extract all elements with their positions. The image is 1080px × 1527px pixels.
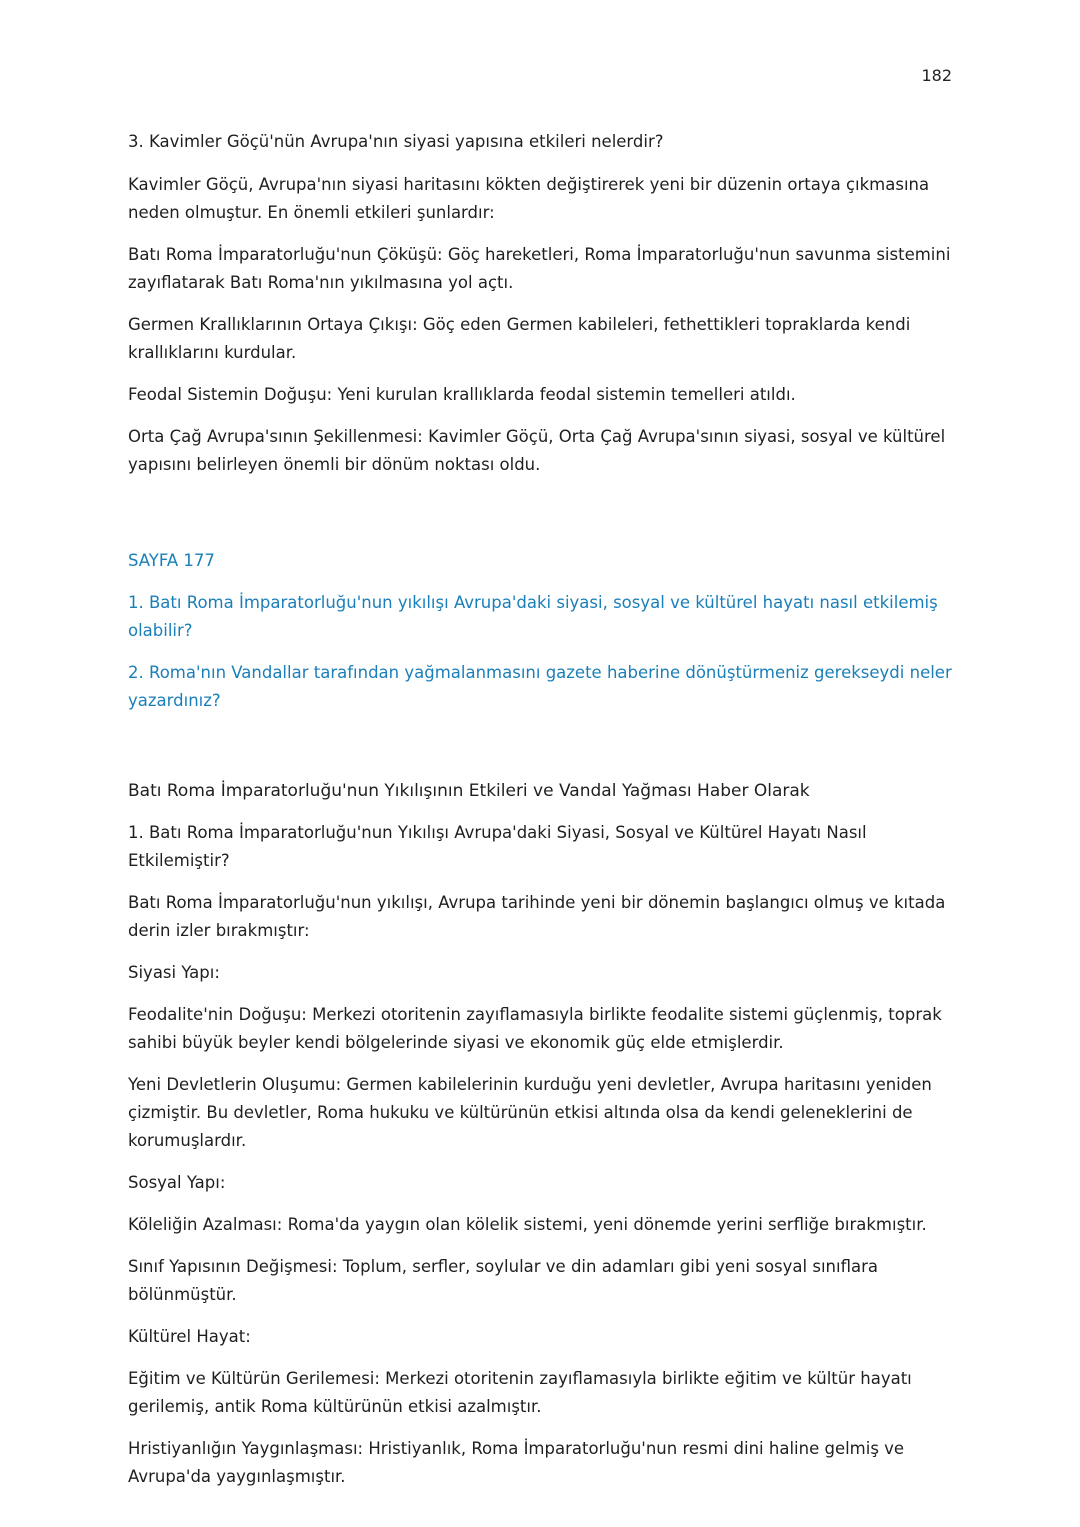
section-title: Batı Roma İmparatorluğu'nun Yıkılışının Etkileri ve Vandal Yağması Haber Olarak [128, 781, 810, 801]
social-item: Köleliğin Azalması: Roma'da yaygın olan kölelik sistemi, yeni dönemde yerini serfliğe bırakmıştır. [128, 1215, 927, 1234]
answer-item: Batı Roma İmparatorluğu'nun Çöküşü: Göç hareketleri, Roma İmparatorluğu'nun savunma sistemini zayıflatarak Batı Roma'nın yıkılmasına yol açtı. [128, 245, 951, 292]
answer-item: Feodal Sistemin Doğuşu: Yeni kurulan krallıklarda feodal sistemin temelleri atıldı. [128, 385, 796, 404]
answer-item: Germen Krallıklarının Ortaya Çıkışı: Göç eden Germen kabileleri, fethettikleri topraklarda kendi krallıklarını kurdular. [128, 315, 911, 362]
social-item: Sınıf Yapısının Değişmesi: Toplum, serfler, soylular ve din adamları gibi yeni sosyal sınıflara bölünmüştür. [128, 1257, 878, 1304]
page-reference: SAYFA 177 [128, 551, 215, 570]
page-number: 182 [921, 66, 952, 85]
answer-item: Orta Çağ Avrupa'sının Şekillenmesi: Kavimler Göçü, Orta Çağ Avrupa'sının siyasi, sosyal ve kültürel yapısını belirleyen önemli bir dönüm noktası oldu. [128, 427, 946, 474]
cultural-item: Hristiyanlığın Yaygınlaşması: Hristiyanlık, Roma İmparatorluğu'nun resmi dini haline gelmiş ve Avrupa'da yaygınlaşmıştır. [128, 1439, 905, 1486]
document-body [128, 128, 958, 1505]
cultural-heading: Kültürel Hayat: [128, 1327, 251, 1346]
answer-intro: Kavimler Göçü, Avrupa'nın siyasi haritasını kökten değiştirerek yeni bir düzenin ortaya çıkmasına neden olmuştur. En önemli etkileri şunlardır: [128, 175, 930, 222]
question-item: 2. Roma'nın Vandallar tarafından yağmalanmasını gazete haberine dönüştürmeniz gerekseydi neler yazardınız? [128, 663, 952, 710]
political-item: Yeni Devletlerin Oluşumu: Germen kabilelerinin kurduğu yeni devletler, Avrupa haritasını yeniden çizmiştir. Bu devletler, Roma hukuku ve kültürünün etkisi altında olsa da kendi geleneklerini de korumuşlardır. [128, 1075, 932, 1150]
political-heading: Siyasi Yapı: [128, 963, 220, 982]
section-intro: Batı Roma İmparatorluğu'nun yıkılışı, Avrupa tarihinde yeni bir dönemin başlangıcı olmuş ve kıtada derin izler bırakmıştır: [128, 893, 946, 940]
section-subtitle: 1. Batı Roma İmparatorluğu'nun Yıkılışı Avrupa'daki Siyasi, Sosyal ve Kültürel Hayatı Nasıl Etkilemiştir? [128, 823, 867, 870]
political-item: Feodalite'nin Doğuşu: Merkezi otoritenin zayıflamasıyla birlikte feodalite sistemi güçlenmiş, toprak sahibi büyük beyler kendi bölgelerinde siyasi ve ekonomik güç elde etmişlerdir. [128, 1005, 942, 1052]
question-3: 3. Kavimler Göçü'nün Avrupa'nın siyasi yapısına etkileri nelerdir? [128, 132, 664, 151]
question-item: 1. Batı Roma İmparatorluğu'nun yıkılışı Avrupa'daki siyasi, sosyal ve kültürel hayatı nasıl etkilemiş olabilir? [128, 593, 938, 640]
social-heading: Sosyal Yapı: [128, 1173, 226, 1192]
cultural-item: Eğitim ve Kültürün Gerilemesi: Merkezi otoritenin zayıflamasıyla birlikte eğitim ve kültür hayatı gerilemiş, antik Roma kültürünün etkisi azalmıştır. [128, 1369, 912, 1416]
